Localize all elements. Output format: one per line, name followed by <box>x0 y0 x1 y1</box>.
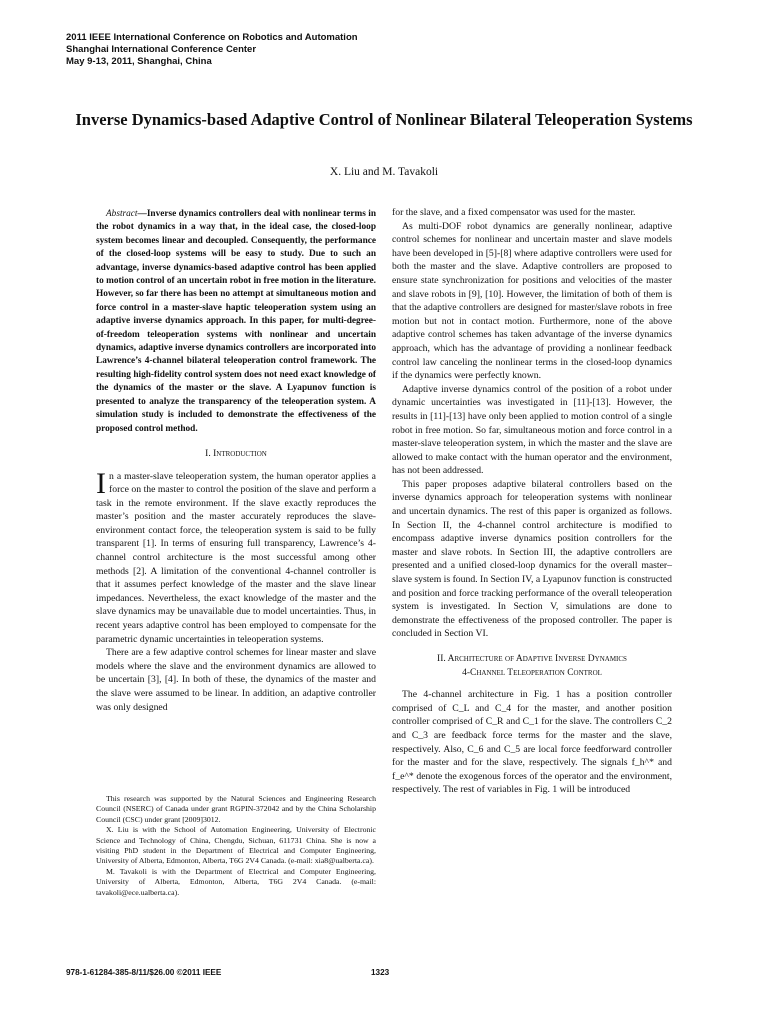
conference-name: 2011 IEEE International Conference on Robotics and Automation <box>66 32 358 43</box>
paper-title: Inverse Dynamics-based Adaptive Control of Nonlinear Bilateral Teleoperation Systems <box>75 110 693 129</box>
section-2-title-line-1: II. Architecture of Adaptive Inverse Dynamics <box>437 654 627 664</box>
footnote-author-1: X. Liu is with the School of Automation Engineering, University of Electronic Science and Technology of China, Chengdu, Sichuan, 611731 China. She is now a visiting PhD student in the Department of Electrical and Computer Engineering, University of Alberta, Edmonton, Alberta, T6G 2V4 Canada. (e-mail: xia8@ualberta.ca). <box>96 825 376 866</box>
intro-paragraph-1-text: n a master-slave teleoperation system, the human operator applies a force on the master to control the position of the slave and perform a task in the remote environment. If the slave exactly reproduces the master’s position and the master accurately reproduces the slave-environment contact force, the teleoperation system is said to be fully transparent [1]. In terms of ensuring full transparency, Lawrence’s 4-channel control architecture is the most successful among other methods [2]. A limitation of the conventional 4-channel controller is that it assumes perfect knowledge of the master and the slave linear impedances. Nevertheless, the exact knowledge of the master and the slave dynamics may be unavailable due to model uncertainties. Thus, in recent years adaptive control has been employed to compensate for the parametric dynamic uncertainties in teleoperation systems. <box>96 470 376 645</box>
right-paragraph-3: This paper proposes adaptive bilateral controllers based on the inverse dynamics approach for teleoperation systems with nonlinear and uncertain dynamics. The rest of this paper is organized as follows. In Section II, the 4-channel control architecture is modified to encompass adaptive inverse dynamics position controllers for the master and slave robots. In Section III, the adaptive controllers are presented and a unified closed-loop dynamics for the overall master–slave system is found. In Section IV, a Lyapunov function is constructed and position and force tracking performance of the overall teleoperation system is investigated. In Section V, simulations are done to demonstrate the effectiveness of the proposed controller. The paper is concluded in Section VI. <box>392 478 672 640</box>
drop-cap: I <box>96 466 106 500</box>
section-1-heading <box>96 448 376 462</box>
abstract-text: Inverse dynamics controllers deal with nonlinear terms in the robot dynamics in a way that, in the ideal case, the closed-loop system becomes linear and decoupled. Consequently, the performance of the closed-loop systems will be easy to study. Due to such an advantage, inverse dynamics-based adaptive control has been applied to motion control of an uncertain robot in free motion in the literature. However, so far there has been no attempt at simultaneous motion and force control in a master-slave haptic teleoperation system using an adaptive inverse dynamics approach. In this paper, for multi-degree-of-freedom teleoperation systems with nonlinear and uncertain dynamics, adaptive inverse dynamics controllers are incorporated into Lawrence’s 4-channel bilateral teleoperation control framework. The resulting high-fidelity control system does not need exact knowledge of the dynamics of the master or the slave. A Lyapunov function is presented to analyze the transparency of the teleoperation system. A simulation study is included to demonstrate the effectiveness of the proposed control method. <box>96 209 376 434</box>
right-paragraph-0: for the slave, and a fixed compensator was used for the master. <box>392 207 636 218</box>
left-column <box>96 208 376 714</box>
abstract-label: Abstract <box>106 209 138 219</box>
right-paragraph-4: The 4-channel architecture in Fig. 1 has a position controller comprised of C_L and C_4 for the master, and another position controller comprised of C_R and C_1 for the slave. The controllers C_2 and C_3 are feedback force terms for the master and the slave, respectively. Also, C_6 and C_5 are local force feedforward controller for the master and for the slave, respectively. The signals f_h^* and f_e^* denote the exogenous forces of the operator and the environment, respectively. The rest of variables in Fig. 1 will be introduced <box>392 689 672 796</box>
isbn-copyright: 978-1-61284-385-8/11/$26.00 ©2011 IEEE <box>66 968 222 977</box>
conference-venue: Shanghai International Conference Center <box>66 44 257 55</box>
section-2-heading <box>392 653 672 680</box>
footnote-author-2: M. Tavakoli is with the Department of Electrical and Computer Engineering, University of Alberta, Edmonton, Alberta, T6G 2V4 Canada. (e-mail: tavakoli@ece.ualberta.ca). <box>96 866 376 897</box>
intro-paragraph-2: There are a few adaptive control schemes for linear master and slave models where the slave and the environment dynamics are allowed to be uncertain [3], [4]. In both of these, the dynamics of the master and the slave were assumed to be linear. In addition, an adaptive controller was only designed <box>96 647 376 713</box>
section-1-title: Introduction <box>213 448 267 459</box>
footnote-funding: This research was supported by the Natural Sciences and Engineering Research Council (NSERC) of Canada under grant RGPIN-372042 and by the China Scholarship Council (CSC) under grant [2009]3012. <box>96 794 376 824</box>
paper-authors: X. Liu and M. Tavakoli <box>329 166 439 178</box>
abstract-dash: — <box>137 209 147 219</box>
footnote <box>96 794 376 898</box>
page-number: 1323 <box>371 968 390 977</box>
intro-paragraph-1 <box>96 466 376 647</box>
abstract <box>96 208 376 436</box>
section-1-numeral: I. <box>205 448 211 459</box>
conference-date: May 9-13, 2011, Shanghai, China <box>66 56 212 67</box>
right-paragraph-1: As multi-DOF robot dynamics are generally nonlinear, adaptive control schemes for nonlinear and uncertain master and slave models have been developed in [5]-[8] where adaptive controllers were used for both the master and the slave. Adaptive controllers are proposed to ensure state synchronization for positions and velocities of the master and slave robots in [9], [10]. However, the limitation of both of them is that the adaptive controllers are designed for master/slave robots in free motion but not in contact motion. Furthermore, none of the above adaptive control schemes has taken advantage of the inverse dynamics approach, which has the advantage of providing a nonlinear feedback control law canceling the nonlinear terms in the closed-loop dynamics if the dynamics were perfectly known. <box>392 220 672 382</box>
right-column <box>392 206 672 797</box>
conference-header <box>66 32 358 68</box>
right-paragraph-2: Adaptive inverse dynamics control of the position of a robot under dynamic uncertainties was investigated in [11]-[13]. However, the results in [11]-[13] have only been applied to motion control of a single robot in free motion. So far, simultaneous motion and force control in a master-slave teleoperation system, in which the master and the slave are allowed to make contact with the human operator and the environment, has not been addressed. <box>392 383 672 477</box>
section-2-title-line-2: 4-Channel Teleoperation Control <box>462 667 602 678</box>
